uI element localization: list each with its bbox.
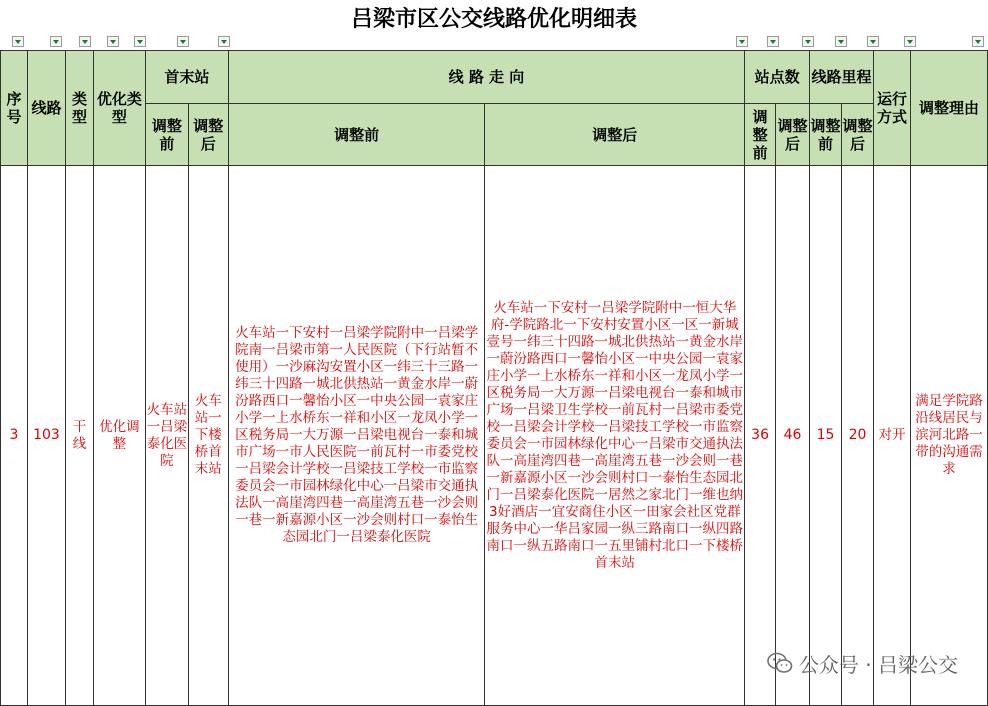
header-line[interactable]: 线路 <box>27 51 65 166</box>
cell-type[interactable]: 干线 <box>65 166 93 706</box>
header-mileage-after[interactable]: 调整后 <box>842 104 874 166</box>
filter-dropdown-button[interactable] <box>134 36 146 47</box>
filter-dropdown-button[interactable] <box>79 36 91 47</box>
filter-dropdown-button[interactable] <box>835 36 847 47</box>
header-route-after[interactable]: 调整后 <box>485 104 745 166</box>
header-operation[interactable]: 运行方式 <box>873 51 910 166</box>
filter-dropdown-button[interactable] <box>736 36 748 47</box>
route-table <box>0 50 988 706</box>
filter-dropdown-button[interactable] <box>802 36 814 47</box>
filter-row <box>0 34 988 50</box>
table-row <box>1 166 988 706</box>
filter-dropdown-button[interactable] <box>50 36 62 47</box>
cell-reason[interactable]: 满足学院路沿线居民与滨河北路一带的沟通需求 <box>910 166 987 706</box>
header-stops-after[interactable]: 调整后 <box>776 104 810 166</box>
header-opt-type[interactable]: 优化类型 <box>93 51 145 166</box>
watermark-text: 公众号 · 吕梁公交 <box>798 652 958 677</box>
cell-route-after[interactable]: 火车站一下安村一吕梁学院附中一恒大华府-学院路北一下安村安置小区一区一新城壹号一纬三十四路一城北供热站一黄金水岸一蔚汾路西口一馨怡小区一中央公园一袁家庄小学一上水桥东一祥和小区一龙凤小学一区税务局一大万源一吕梁电视台一泰和城市广场一吕梁卫生学校一前瓦村一吕梁市委党校一吕梁会计学校一吕梁技工学校一市监察委员会一市园林绿化中心一吕梁市交通执法队一高崖湾四巷一高崖湾五巷一沙会则一巷一新嘉源小区一沙会则村口一泰怡生态园北门一吕梁泰化医院一居然之家北门一维也纳3好酒店一宜安商住小区一田家会社区党群服务中心一华吕家园一纵三路南口一纵四路南口一纵五路南口一五里铺村北口一下楼桥首末站 <box>485 166 745 706</box>
filter-dropdown-button[interactable] <box>867 36 879 47</box>
watermark <box>767 648 958 678</box>
header-terminus[interactable]: 首末站 <box>145 51 228 104</box>
cell-seq[interactable]: 3 <box>1 166 28 706</box>
filter-dropdown-button[interactable] <box>767 36 779 47</box>
page-title: 吕梁市区公交线路优化明细表 <box>350 5 637 32</box>
header-mileage[interactable]: 线路里程 <box>810 51 874 104</box>
cell-mileage-before[interactable]: 15 <box>810 166 842 706</box>
cell-line[interactable]: 103 <box>27 166 65 706</box>
header-mileage-before[interactable]: 调整前 <box>810 104 842 166</box>
header-route[interactable]: 线 路 走 向 <box>228 51 744 104</box>
wechat-icon <box>767 652 793 674</box>
header-stops[interactable]: 站点数 <box>745 51 810 104</box>
cell-terminus-before[interactable]: 火车站一吕梁泰化医院 <box>145 166 188 706</box>
filter-dropdown-button[interactable] <box>177 36 189 47</box>
cell-operation[interactable]: 对开 <box>873 166 910 706</box>
filter-dropdown-button[interactable] <box>218 36 230 47</box>
header-route-before[interactable]: 调整前 <box>228 104 485 166</box>
header-terminus-after[interactable]: 调整后 <box>188 104 228 166</box>
filter-dropdown-button[interactable] <box>107 36 119 47</box>
filter-dropdown-button[interactable] <box>12 36 24 47</box>
cell-opt-type[interactable]: 优化调整 <box>93 166 145 706</box>
cell-terminus-after[interactable]: 火车站一下楼桥首末站 <box>188 166 228 706</box>
header-reason[interactable]: 调整理由 <box>910 51 987 166</box>
filter-dropdown-button[interactable] <box>904 36 916 47</box>
header-stops-before[interactable]: 调整前 <box>745 104 776 166</box>
cell-mileage-after[interactable]: 20 <box>842 166 874 706</box>
cell-route-before[interactable]: 火车站一下安村一吕梁学院附中一吕梁学院南一吕梁市第一人民医院（下行站暂不使用）一沙麻沟安置小区一纬三十三路一纬三十四路一城北供热站一黄金水岸一蔚汾路西口一馨怡小区一中央公园一袁家庄小学一上水桥东一祥和小区一龙凤小学一区税务局一大万源一吕梁电视台一泰和城市广场一市人民医院一前瓦村一市委党校一吕梁会计学校一吕梁技工学校一市监察委员会一市园林绿化中心一吕梁市交通执法队一高崖湾四巷一高崖湾五巷一沙会则一巷一新嘉源小区一沙会则村口一泰怡生态园北门一吕梁泰化医院 <box>228 166 485 706</box>
cell-stops-after[interactable]: 46 <box>776 166 810 706</box>
cell-stops-before[interactable]: 36 <box>745 166 776 706</box>
header-terminus-before[interactable]: 调整前 <box>145 104 188 166</box>
header-seq[interactable]: 序号 <box>1 51 28 166</box>
filter-dropdown-button[interactable] <box>972 36 984 47</box>
header-type[interactable]: 类型 <box>65 51 93 166</box>
